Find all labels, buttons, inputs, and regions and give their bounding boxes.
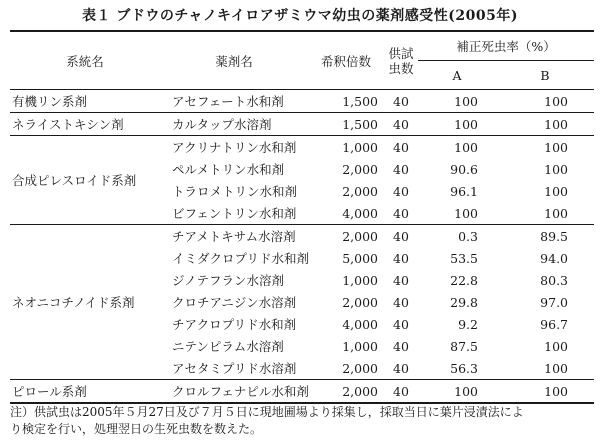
mortality-b-cell: 100 — [544, 93, 569, 109]
header-b: B — [496, 61, 594, 90]
table-row — [10, 136, 594, 159]
count-cell: 40 — [393, 316, 409, 332]
dilution-cell: 1,000 — [342, 338, 378, 354]
table-body — [10, 90, 594, 404]
mortality-b-cell: 100 — [496, 136, 594, 159]
system-name-cell: ピロール系剤 — [10, 380, 160, 404]
drug-name-cell: チアメトキサム水溶剤 — [160, 225, 308, 248]
mortality-a-cell: 100 — [454, 205, 478, 221]
dilution-cell: 2,000 — [308, 380, 384, 404]
mortality-a-cell: 90.6 — [450, 161, 478, 177]
header-count-line2: 虫数 — [388, 60, 414, 76]
footnote — [10, 404, 594, 438]
mortality-a-cell: 96.1 — [450, 183, 478, 199]
mortality-a-cell: 100 — [418, 113, 496, 136]
dilution-cell: 4,000 — [342, 316, 378, 332]
drug-name-cell: チアクロプリド水和剤 — [172, 317, 297, 332]
mortality-a-cell: 100 — [418, 380, 496, 404]
table-row — [10, 90, 594, 113]
drug-name-cell: イミダクロプリド水和剤 — [172, 251, 310, 266]
drug-name-cell: ビフェントリン水和剤 — [172, 206, 297, 221]
count-cell: 40 — [384, 225, 418, 248]
header-count — [384, 31, 418, 90]
header-drug: 薬剤名 — [160, 31, 308, 90]
mortality-b-cell: 100 — [544, 360, 569, 376]
mortality-b-cell: 100 — [544, 205, 569, 221]
dilution-cell: 1,000 — [342, 272, 378, 288]
mortality-a-cell: 87.5 — [450, 338, 478, 354]
mortality-b-cell: 100 — [544, 338, 569, 354]
drug-name-cell: ペルメトリン水和剤 — [172, 162, 285, 177]
count-cell: 40 — [393, 93, 409, 109]
dilution-cell: 2,000 — [342, 294, 378, 310]
drug-name-cell: ジノテフラン水溶剤 — [172, 273, 285, 288]
mortality-a-cell: 100 — [454, 93, 478, 109]
count-cell: 40 — [393, 161, 409, 177]
mortality-b-cell: 100 — [544, 183, 569, 199]
mortality-b-cell: 100 — [544, 161, 569, 177]
count-cell: 40 — [393, 250, 409, 266]
mortality-b-cell: 100 — [496, 380, 594, 404]
header-mortality: 補正死虫率（%） — [418, 31, 594, 61]
system-name-cell: 有機リン系剤 — [12, 94, 88, 109]
header-dilution: 希釈倍数 — [308, 31, 384, 90]
mortality-b-cell: 94.0 — [540, 250, 569, 266]
table-title: 表１ ブドウのチャノキイロアザミウマ幼虫の薬剤感受性(2005年) — [81, 8, 519, 24]
dilution-cell: 2,000 — [342, 360, 378, 376]
mortality-a-cell: 100 — [418, 136, 496, 159]
count-cell: 40 — [393, 294, 409, 310]
dilution-cell: 2,000 — [342, 183, 378, 199]
count-cell: 40 — [384, 380, 418, 404]
drug-name-cell: アクリナトリン水和剤 — [160, 136, 308, 159]
count-cell: 40 — [393, 338, 409, 354]
count-cell: 40 — [393, 205, 409, 221]
dilution-cell: 1,500 — [308, 113, 384, 136]
mortality-a-cell: 0.3 — [418, 225, 496, 248]
drug-name-cell: トラロメトリン水和剤 — [172, 184, 298, 199]
mortality-b-cell: 97.0 — [540, 294, 569, 310]
mortality-a-cell: 56.3 — [450, 360, 478, 376]
drug-name-cell: アセタミプリド水溶剤 — [172, 361, 297, 376]
system-name-cell: 合成ピレスロイド系剤 — [10, 136, 160, 225]
drug-name-cell: カルタップ水溶剤 — [160, 113, 308, 136]
drug-name-cell: クロルフェナピル水和剤 — [160, 380, 308, 404]
dilution-cell: 2,000 — [342, 161, 378, 177]
system-name-cell: ネライストキシン剤 — [10, 113, 160, 136]
drug-name-cell: アセフェート水和剤 — [172, 94, 284, 109]
system-name-cell: ネオニコチノイド系剤 — [10, 225, 160, 380]
footnote-line2: り検定を行い，処理翌日の生死虫数を数えた。 — [10, 422, 263, 436]
susceptibility-table — [10, 30, 594, 404]
count-cell: 40 — [384, 136, 418, 159]
dilution-cell: 5,000 — [342, 250, 378, 266]
table-row — [10, 113, 594, 136]
footnote-line1: 注）供試虫は2005年５月27日及び７月５日に現地圃場より採集し，採取当日に葉片浸漬法によ — [10, 405, 524, 419]
drug-name-cell: ニテンピラム水溶剤 — [172, 339, 284, 354]
count-cell: 40 — [393, 272, 409, 288]
dilution-cell: 1,500 — [342, 93, 378, 109]
mortality-b-cell: 100 — [496, 113, 594, 136]
count-cell: 40 — [384, 113, 418, 136]
dilution-cell: 4,000 — [342, 205, 378, 221]
header-a: A — [418, 61, 496, 90]
count-cell: 40 — [393, 360, 409, 376]
mortality-b-cell: 80.3 — [540, 272, 569, 288]
drug-name-cell: クロチアニジン水溶剤 — [172, 295, 297, 310]
header-system: 系統名 — [10, 31, 160, 90]
table-row — [10, 380, 594, 404]
dilution-cell: 2,000 — [308, 225, 384, 248]
mortality-a-cell: 22.8 — [450, 272, 478, 288]
mortality-a-cell: 53.5 — [450, 250, 478, 266]
header-count-line1: 供試 — [388, 45, 414, 61]
mortality-a-cell: 29.8 — [450, 294, 478, 310]
mortality-a-cell: 9.2 — [458, 316, 478, 332]
count-cell: 40 — [393, 183, 409, 199]
mortality-b-cell: 89.5 — [496, 225, 594, 248]
dilution-cell: 1,000 — [308, 136, 384, 159]
mortality-b-cell: 96.7 — [540, 316, 569, 332]
table-row — [10, 225, 594, 248]
